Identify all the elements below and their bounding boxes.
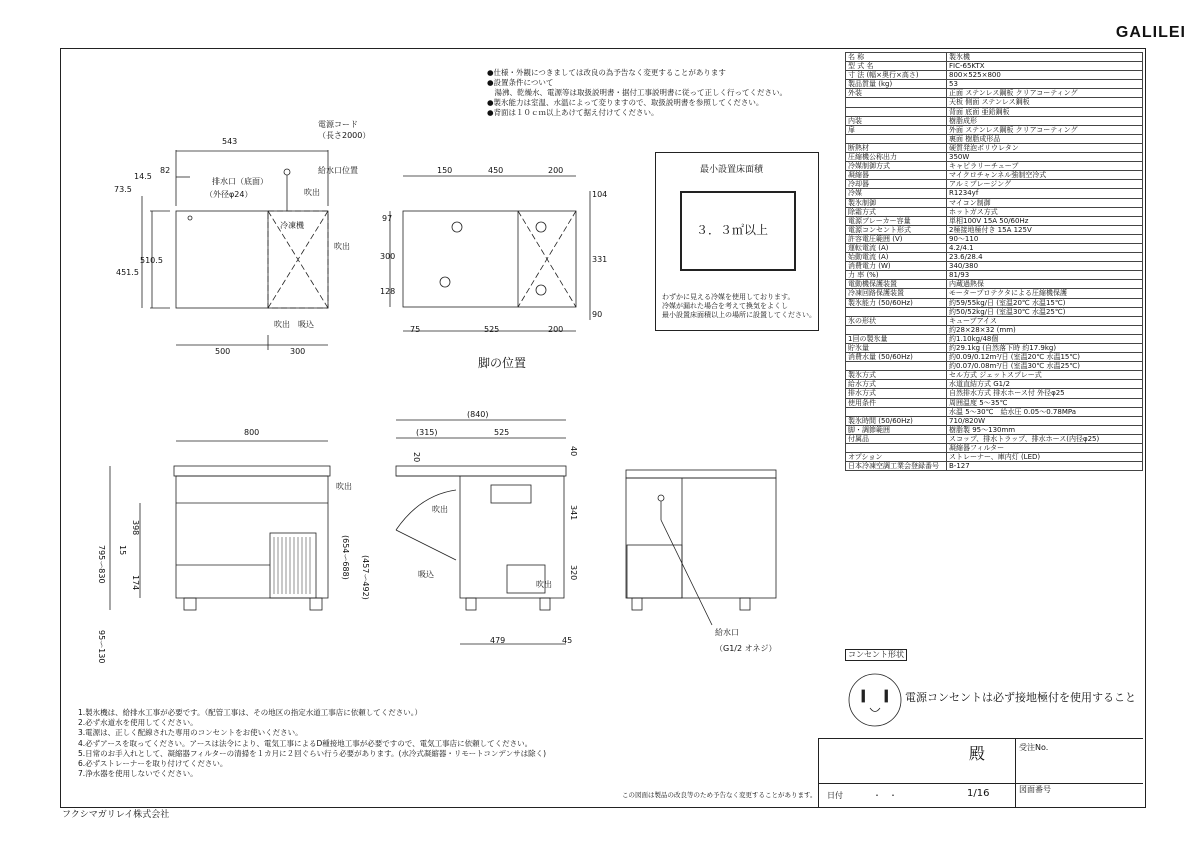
spec-key: 扉 xyxy=(846,125,947,134)
rear-label-water-inlet: 給水口 xyxy=(715,628,739,637)
spec-value: 2極接地極付き 15A 125V xyxy=(947,225,1143,234)
spec-key: 1回の製氷量 xyxy=(846,334,947,343)
spec-row xyxy=(846,334,1143,343)
spec-key: 脚・調節範囲 xyxy=(846,425,947,434)
spec-value: 硬質発泡ポリウレタン xyxy=(947,143,1143,152)
spec-row xyxy=(846,271,1143,280)
juchu-label: 受注No. xyxy=(1019,743,1049,752)
label-power-cord: 電源コード xyxy=(318,120,358,129)
spec-row xyxy=(846,125,1143,134)
leg-view-body xyxy=(403,211,576,307)
dim-525-side: 525 xyxy=(494,428,510,437)
spec-key: 冷凍回路保護装置 xyxy=(846,289,947,298)
dim-315: (315) xyxy=(416,428,438,437)
side-label-intake: 吸込 xyxy=(418,570,434,579)
spec-key: 内装 xyxy=(846,116,947,125)
spec-key xyxy=(846,325,947,334)
label-drain-diameter: （外径φ24） xyxy=(205,190,253,199)
footnote: この図面は製品の改良等のため予告なく変更することがあります。 xyxy=(622,791,817,799)
dim-457-492: (457～492) xyxy=(361,555,370,600)
spec-row xyxy=(846,143,1143,152)
spec-key: 給水方式 xyxy=(846,380,947,389)
spec-row xyxy=(846,407,1143,416)
dim-525: 525 xyxy=(484,325,500,334)
spec-value: 樹脂製 95～130mm xyxy=(947,425,1143,434)
date-value: ・ ・ xyxy=(873,791,897,800)
spec-key: 名 称 xyxy=(846,53,947,62)
page-number: 1/16 xyxy=(967,788,990,799)
spec-value: FIC-65KTX xyxy=(947,62,1143,71)
spec-value: 約0.09/0.12m³/日 (室温20℃ 水温15℃) xyxy=(947,353,1143,362)
spec-value: 水道直結方式 G1/2 xyxy=(947,380,1143,389)
spec-key xyxy=(846,362,947,371)
spec-value: 340/380 xyxy=(947,262,1143,271)
spec-key: 冷媒制御方式 xyxy=(846,162,947,171)
spec-key: 許容電圧範囲 (V) xyxy=(846,234,947,243)
spec-value: 製氷機 xyxy=(947,53,1143,62)
spec-key: 製品質量 (kg) xyxy=(846,80,947,89)
spec-row xyxy=(846,416,1143,425)
spec-value: セル方式 ジェットスプレー式 xyxy=(947,371,1143,380)
spec-row xyxy=(846,107,1143,116)
spec-key: 付属品 xyxy=(846,434,947,443)
spec-value: ホットガス方式 xyxy=(947,207,1143,216)
spec-value: マイクロチャンネル強制空冷式 xyxy=(947,171,1143,180)
spec-value: 正面 ステンレス鋼板 クリアコーティング xyxy=(947,89,1143,98)
spec-row xyxy=(846,80,1143,89)
spec-row xyxy=(846,389,1143,398)
rear-label-thread: （G1/2 オネジ） xyxy=(715,644,777,653)
spec-row xyxy=(846,253,1143,262)
spec-value: 約29.1kg (自然落下時 約17.9kg) xyxy=(947,344,1143,353)
side-label-outlet-3: 吹出 xyxy=(536,580,552,589)
spec-row xyxy=(846,444,1143,453)
dim-510-5: 510.5 xyxy=(140,256,163,265)
notes-bottom: 1.製氷機は、給排水工事が必要です。（配管工事は、その地区の指定水道工事店に依頼してください。） 2.必ず水道水を使用してください。 3.電源は、正しく配線された専用のコンセントをお使いください。 4.必ずアースを取ってください。アースは法令により、電気工事によるD種接地工事が必要ですので、電気工事店に依頼してください。 5.日常のお手入れとして、凝縮器フィルターの清掃を１カ月に２回ぐらい行う必要があります。(水冷式凝縮器・リモートコンデンサは除く) 6.必ずストレーナーを取り付けてください。 7.浄水器を使用しないでください。 xyxy=(78,708,547,779)
dim-128: 128 xyxy=(380,287,396,296)
spec-key: 力 率 (%) xyxy=(846,271,947,280)
spec-value: 背面 底面 亜鉛鋼板 xyxy=(947,107,1143,116)
outlet-warning: 電源コンセントは必ず接地極付を使用すること xyxy=(905,691,1136,704)
spec-key: 日本冷凍空調工業会登録番号 xyxy=(846,462,947,471)
dim-398: 398 xyxy=(131,520,140,536)
spec-key: 電源コンセント形式 xyxy=(846,225,947,234)
spec-key xyxy=(846,407,947,416)
spec-key: 外装 xyxy=(846,89,947,98)
dim-20: 20 xyxy=(412,452,421,463)
spec-row xyxy=(846,62,1143,71)
spec-row xyxy=(846,298,1143,307)
dono: 殿 xyxy=(969,744,986,763)
company-name: フクシマガリレイ株式会社 xyxy=(62,810,170,820)
spec-key: 冷媒 xyxy=(846,189,947,198)
brand-logo: GALILEI xyxy=(1115,24,1186,41)
spec-row xyxy=(846,371,1143,380)
spec-value: 凝縮器フィルター xyxy=(947,444,1143,453)
spec-row xyxy=(846,225,1143,234)
min-area-value: ３．３㎡以上 xyxy=(696,223,769,237)
spec-row xyxy=(846,425,1143,434)
spec-key: 製氷制御 xyxy=(846,198,947,207)
dim-543: 543 xyxy=(222,137,238,146)
dim-150: 150 xyxy=(437,166,453,175)
label-drain: 排水口（底面） xyxy=(212,177,268,186)
spec-value: 周囲温度 5～35℃ xyxy=(947,398,1143,407)
dim-500: 500 xyxy=(215,347,231,356)
spec-key xyxy=(846,98,947,107)
dim-73-5: 73.5 xyxy=(114,185,132,194)
spec-value: 樹脂成形 xyxy=(947,116,1143,125)
dim-200-bottom: 200 xyxy=(548,325,564,334)
spec-value: 内蔵過熱保 xyxy=(947,280,1143,289)
label-outlet-3: 吹出 xyxy=(274,320,290,329)
spec-value: 約28×28×32 (mm) xyxy=(947,325,1143,334)
dim-840: (840) xyxy=(467,410,489,419)
spec-row xyxy=(846,116,1143,125)
dim-795-830: 795～830 xyxy=(97,545,106,584)
spec-row xyxy=(846,189,1143,198)
dim-15: 15 xyxy=(118,545,127,556)
spec-row xyxy=(846,462,1143,471)
label-water-inlet: 給水口位置 xyxy=(318,166,358,175)
date-label: 日付 xyxy=(827,791,843,800)
spec-key: 電動機保護装置 xyxy=(846,280,947,289)
dim-451-5: 451.5 xyxy=(116,268,139,277)
dim-95-130: 95～130 xyxy=(97,630,106,664)
spec-value: 水温 5～30℃ 給水圧 0.05～0.78MPa xyxy=(947,407,1143,416)
spec-value: ストレーナー、庫内灯 (LED) xyxy=(947,453,1143,462)
dim-800: 800 xyxy=(244,428,260,437)
spec-value: 天板 側面 ステンレス鋼板 xyxy=(947,98,1143,107)
spec-key: 運転電流 (A) xyxy=(846,243,947,252)
spec-row xyxy=(846,234,1143,243)
spec-value: R1234yf xyxy=(947,189,1143,198)
label-cord-length: （長さ2000） xyxy=(318,131,371,140)
spec-key: 除霜方式 xyxy=(846,207,947,216)
spec-value: 53 xyxy=(947,80,1143,89)
spec-key: 貯氷量 xyxy=(846,344,947,353)
spec-key xyxy=(846,444,947,453)
spec-row xyxy=(846,316,1143,325)
spec-key: 寸 法 (幅×奥行×高さ) xyxy=(846,71,947,80)
spec-key: 製氷時間 (50/60Hz) xyxy=(846,416,947,425)
spec-key xyxy=(846,307,947,316)
spec-key: 消費電力 (W) xyxy=(846,262,947,271)
spec-key: 断熱材 xyxy=(846,143,947,152)
label-intake: 吸込 xyxy=(298,320,314,329)
spec-value: 23.6/28.4 xyxy=(947,253,1143,262)
spec-value: アルミブレージング xyxy=(947,180,1143,189)
dim-341: 341 xyxy=(569,505,578,521)
spec-row xyxy=(846,207,1143,216)
spec-value: マイコン制御 xyxy=(947,198,1143,207)
dim-75: 75 xyxy=(410,325,421,334)
spec-row xyxy=(846,216,1143,225)
spec-key: オプション xyxy=(846,453,947,462)
spec-row xyxy=(846,98,1143,107)
spec-row xyxy=(846,434,1143,443)
spec-row xyxy=(846,71,1143,80)
leg-view-title: 脚の位置 xyxy=(478,356,527,370)
spec-table xyxy=(845,52,1143,471)
spec-row xyxy=(846,134,1143,143)
spec-value: 350W xyxy=(947,153,1143,162)
spec-value: 自然排水方式 排水ホース付 外径φ25 xyxy=(947,389,1143,398)
label-refrigerator: 冷凍機 xyxy=(280,221,304,230)
dim-45: 45 xyxy=(562,636,573,645)
spec-row xyxy=(846,398,1143,407)
spec-row xyxy=(846,153,1143,162)
spec-row xyxy=(846,89,1143,98)
spec-value: 800×525×800 xyxy=(947,71,1143,80)
spec-row xyxy=(846,353,1143,362)
spec-key: 始動電流 (A) xyxy=(846,253,947,262)
spec-value: 4.2/4.1 xyxy=(947,243,1143,252)
spec-row xyxy=(846,289,1143,298)
dim-654-688: (654～688) xyxy=(341,535,350,580)
dim-331: 331 xyxy=(592,255,608,264)
spec-value: モータープロテクタによる圧縮機保護 xyxy=(947,289,1143,298)
spec-row xyxy=(846,362,1143,371)
spec-key: 凝縮器 xyxy=(846,171,947,180)
dim-300-leg: 300 xyxy=(380,252,396,261)
dim-14-5: 14.5 xyxy=(134,172,152,181)
side-label-outlet-1: 吹出 xyxy=(336,482,352,491)
spec-value: 約59/55kg/日 (室温20℃ 水温15℃) xyxy=(947,298,1143,307)
dim-174: 174 xyxy=(131,575,140,591)
spec-key xyxy=(846,107,947,116)
rear-view-body xyxy=(626,478,776,598)
spec-row xyxy=(846,380,1143,389)
spec-value: 裏面 樹脂成形品 xyxy=(947,134,1143,143)
dim-200-top: 200 xyxy=(548,166,564,175)
spec-value: 単相100V 15A 50/60Hz xyxy=(947,216,1143,225)
spec-value: 90～110 xyxy=(947,234,1143,243)
spec-value: B-127 xyxy=(947,462,1143,471)
min-area-title: 最小設置床面積 xyxy=(700,165,764,175)
spec-value: キューブアイス xyxy=(947,316,1143,325)
title-block xyxy=(818,738,1143,807)
spec-key: 圧縮機公称出力 xyxy=(846,153,947,162)
spec-key xyxy=(846,134,947,143)
spec-key: 使用条件 xyxy=(846,398,947,407)
label-outlet-1: 吹出 xyxy=(304,188,320,197)
spec-row xyxy=(846,453,1143,462)
dim-97: 97 xyxy=(382,214,393,223)
spec-row xyxy=(846,243,1143,252)
spec-value: キャピラリーチューブ xyxy=(947,162,1143,171)
min-area-box: 最小設置床面積 ３．３㎡以上 わずかに見える冷媒を使用しております。 冷媒が漏れた場合を考えて換気をよくし 最小設置床面積以上の場所に設置してください。 xyxy=(655,152,819,331)
spec-row xyxy=(846,280,1143,289)
spec-key: 排水方式 xyxy=(846,389,947,398)
notes-top: ●仕様・外観につきましては改良の為予告なく変更することがあります ●設置条件について 湯沸、乾燥水、電源等は取扱説明書・据付工事説明書に従って正しく行ってください。 ●製氷能力は室温、水温によって変りますので、取扱説明書を参照してください。 ●背面は１０ｃｍ以上あけて据え付けてください。 xyxy=(487,68,787,117)
spec-key: 型 式 名 xyxy=(846,62,947,71)
outlet-section xyxy=(845,650,1143,735)
drawing-number-label: 図面番号 xyxy=(1019,785,1051,794)
spec-value: 約50/52kg/日 (室温30℃ 水温25℃) xyxy=(947,307,1143,316)
spec-key: 消費水量 (50/60Hz) xyxy=(846,353,947,362)
spec-row xyxy=(846,325,1143,334)
spec-value: 710/820W xyxy=(947,416,1143,425)
spec-key: 製氷能力 (50/60Hz) xyxy=(846,298,947,307)
dim-90: 90 xyxy=(592,310,603,319)
dim-104: 104 xyxy=(592,190,608,199)
dim-82: 82 xyxy=(160,166,171,175)
front-view-body xyxy=(176,476,328,598)
spec-row xyxy=(846,53,1143,62)
spec-row xyxy=(846,307,1143,316)
dim-450: 450 xyxy=(488,166,504,175)
spec-key: 電源ブレーカー容量 xyxy=(846,216,947,225)
dim-320: 320 xyxy=(569,565,578,581)
spec-key: 製氷方式 xyxy=(846,371,947,380)
spec-row xyxy=(846,171,1143,180)
spec-row xyxy=(846,162,1143,171)
spec-row xyxy=(846,180,1143,189)
label-outlet-2: 吹出 xyxy=(334,242,350,251)
side-label-outlet-2: 吹出 xyxy=(432,505,448,514)
spec-value: スコップ、排水トラップ、排水ホース(内径φ25) xyxy=(947,434,1143,443)
dim-300: 300 xyxy=(290,347,306,356)
spec-value: 81/93 xyxy=(947,271,1143,280)
spec-row xyxy=(846,198,1143,207)
spec-row xyxy=(846,344,1143,353)
spec-key: 氷の形状 xyxy=(846,316,947,325)
dim-479: 479 xyxy=(490,636,506,645)
spec-key: 冷却器 xyxy=(846,180,947,189)
spec-value: 約1.10kg/48個 xyxy=(947,334,1143,343)
top-view-body xyxy=(176,211,328,308)
spec-value: 外面 ステンレス鋼板 クリアコーティング xyxy=(947,125,1143,134)
outlet-label: コンセント形状 xyxy=(845,649,907,661)
spec-row xyxy=(846,262,1143,271)
dim-40: 40 xyxy=(569,446,578,457)
spec-value: 約0.07/0.08m³/日 (室温30℃ 水温25℃) xyxy=(947,362,1143,371)
